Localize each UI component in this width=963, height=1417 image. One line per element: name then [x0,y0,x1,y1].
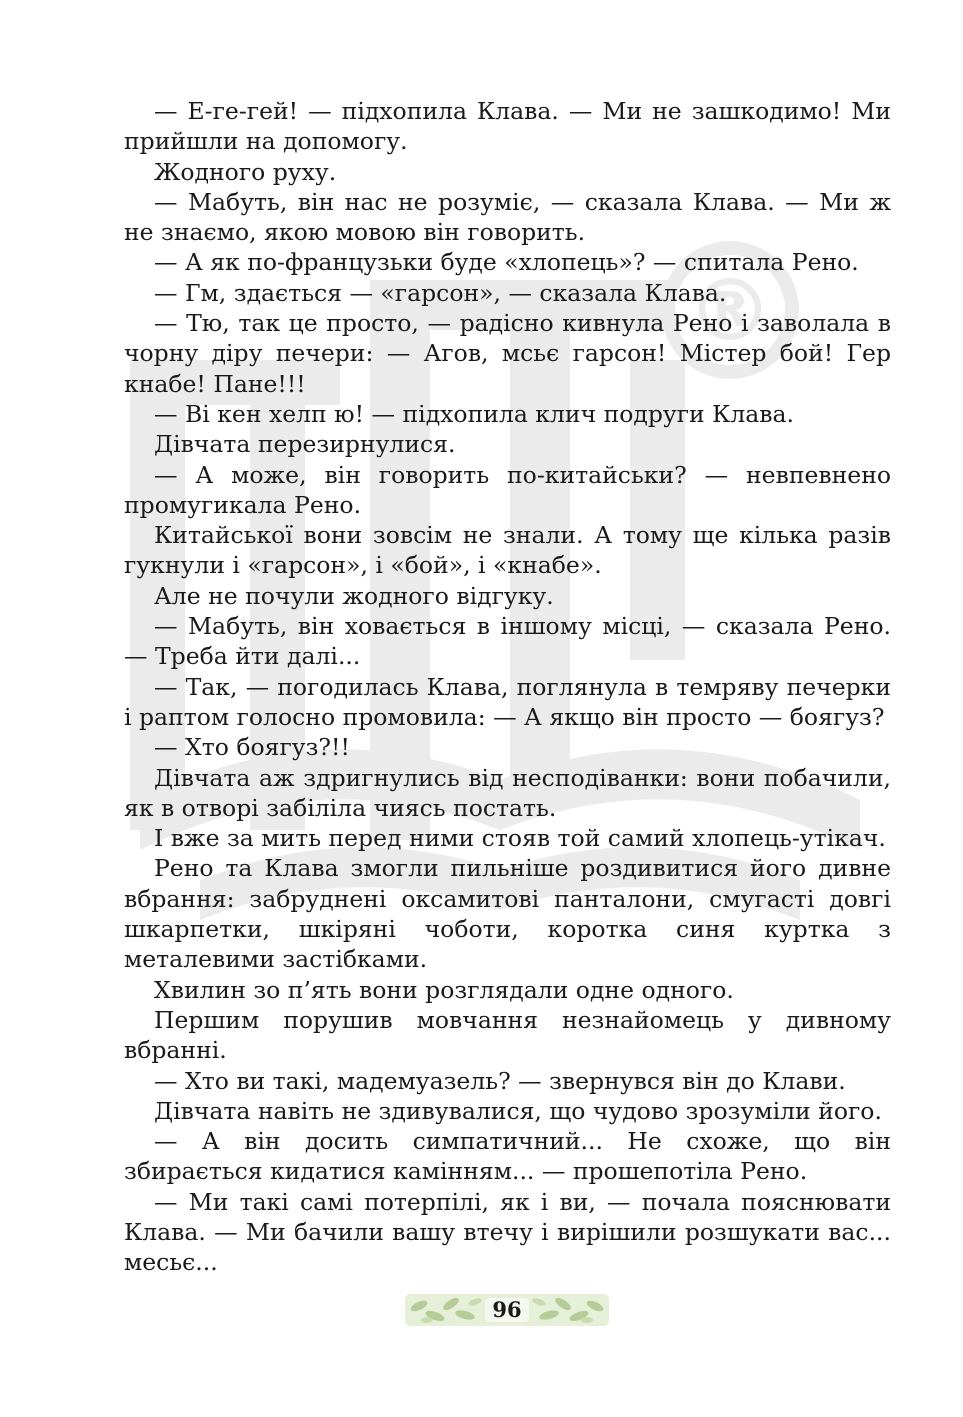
paragraph: І вже за мить перед ними стояв той самий хлопець-утікач. [154,824,886,853]
paragraph: — Хто боягуз?!! [154,733,350,762]
paragraph: — Так, — погодилась Клава, поглянула в темряву печерки і раптом голосно промовила: — А якщо він просто — боягуз? [124,672,891,731]
paragraph: — А може, він говорить по-китайськи? — невпевнено промугикала Рено. [124,460,891,519]
paragraph: Китайської вони зовсім не знали. А тому ще кілька разів гукнули і «гарсон», і «бой», і «кнабе». [124,521,891,580]
paragraph: — Гм, здається — «гарсон», — сказала Клава. [154,278,727,307]
paragraph: — Ми такі самі потерпілі, як і ви, — почала пояснювати Клава. — Ми бачили вашу втечу і вирішили розшукати вас... месьє... [124,1187,891,1277]
paragraph: Але не почули жодного відгуку. [154,581,554,610]
paragraph: — Мабуть, він ховається в іншому місці, — сказала Рено. — Треба йти далі... [124,612,891,671]
paragraph: — А він досить симпатичний... Не схоже, що він збирається кидатися камінням... — прошепотіла Рено. [124,1127,891,1186]
paragraph: Хвилин зо п’ять вони розглядали одне одного. [154,975,734,1004]
paragraph: — Мабуть, він нас не розуміє, — сказала Клава. — Ми ж не знаємо, якою мовою він говорить. [124,187,891,247]
paragraph: Жодного руху. [154,157,337,186]
paragraph: — Хто ви такі, мадемуазель? — звернувся він до Клави. [154,1066,846,1095]
paragraph: — Тю, так це просто, — радісно кивнула Рено і заволала в чорну діру печери: — Агов, мсьє гарсон! Містер бой! Гер кнабе! Пане!!! [124,309,891,398]
paragraph: — Ві кен хелп ю! — підхопила клич подруги Клава. [154,399,795,428]
page-number: 96 [492,1297,522,1322]
story-text [124,96,891,1278]
paragraph: Рено та Клава змогли пильніше роздивитися його дивне вбрання: забруднені оксамитові панталони, смугасті довгі шкарпетки, шкіряні чоботи, коротка синя куртка з металевими застібками. [124,854,891,974]
paragraph: — Е-ге-гей! — підхопила Клава. — Ми не зашкодимо! Ми прийшли на допомогу. [124,97,891,156]
registered-mark: ® [687,261,773,361]
page-footer [405,1290,609,1330]
paragraph: Першим порушив мовчання незнайомець у дивному вбранні. [124,1005,891,1065]
paragraph: — А як по-французьки буде «хлопець»? — спитала Рено. [154,248,859,277]
paragraph: Дівчата перезирнулися. [154,430,456,459]
paragraph: Дівчата аж здригнулись від несподіванки: вони побачили, як в отворі забіліла чиясь постать. [124,763,891,822]
paragraph: Дівчата навіть не здивувалися, що чудово зрозуміли його. [154,1096,882,1125]
